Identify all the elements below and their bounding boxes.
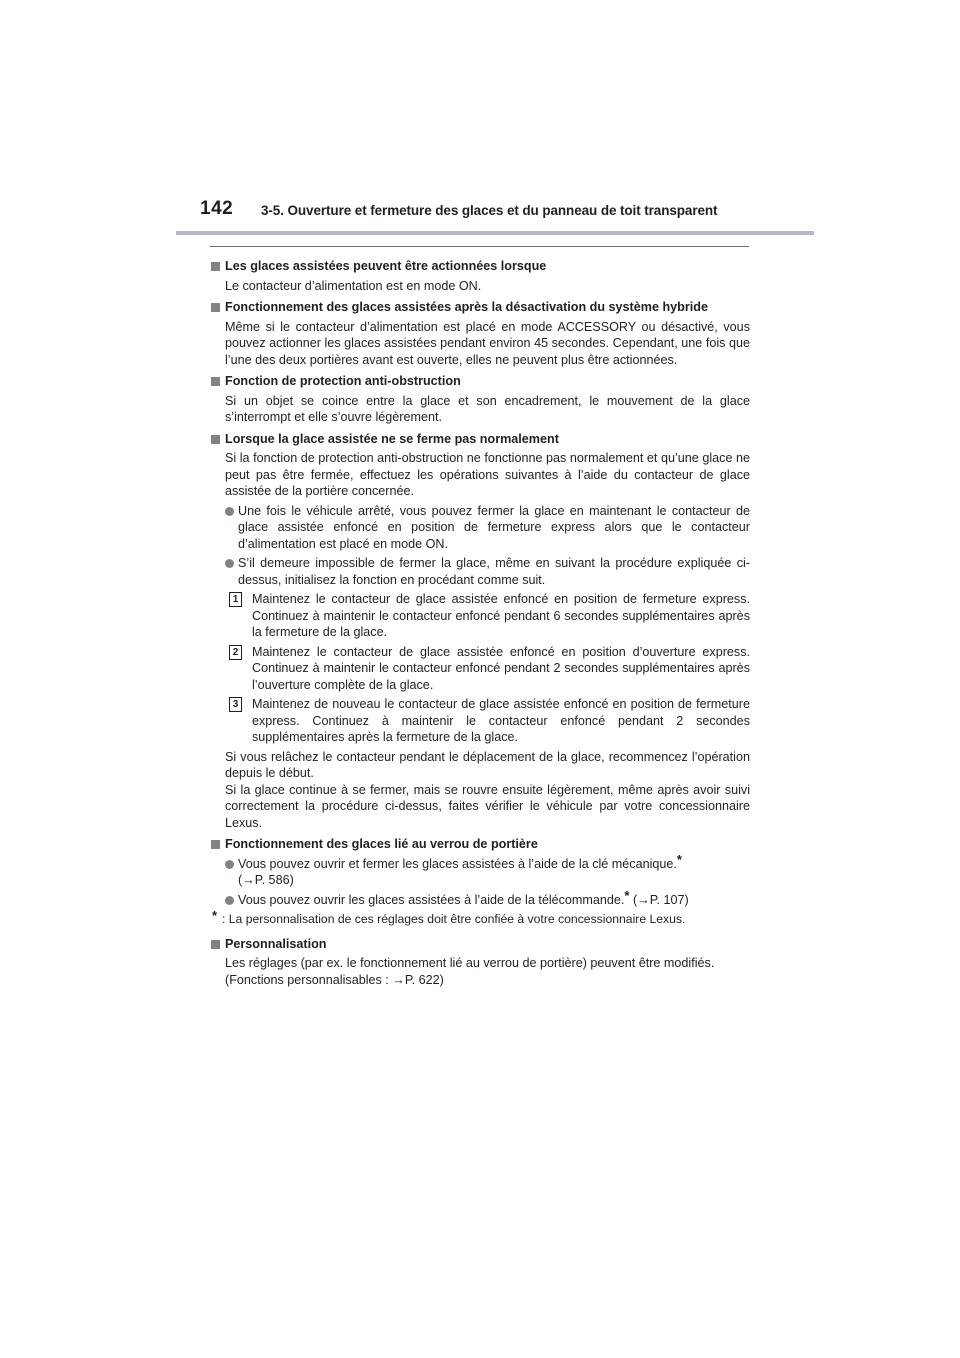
footnote-star: * (676, 851, 682, 867)
section-activation (210, 258, 750, 294)
paragraph: Si un objet se coince entre la glace et son encadrement, le mouvement de la glace s’interrompt et elle s’ouvre légèrement. (225, 393, 750, 424)
section-after-hybrid-off (210, 299, 750, 368)
step-number-badge: 1 (229, 592, 242, 607)
heading-text: Fonction de protection anti-obstruction (225, 374, 461, 388)
list-item (210, 503, 750, 553)
chapter-title: 3-5. Ouverture et fermeture des glaces et du panneau de toit transparent (261, 203, 718, 218)
list-item (210, 555, 750, 588)
heading-text: Fonctionnement des glaces assistées après la désactivation du système hybride (225, 300, 708, 314)
paragraph: Les réglages (par ex. le fonctionnement lié au verrou de portière) peuvent être modifiés. (225, 956, 715, 970)
square-bullet-icon (211, 262, 220, 271)
round-bullet-icon (225, 507, 234, 516)
step-item (210, 696, 750, 746)
square-bullet-icon (211, 940, 220, 949)
step-item (210, 591, 750, 641)
heading-text: Lorsque la glace assistée ne se ferme pas normalement (225, 431, 559, 446)
step-text: Maintenez le contacteur de glace assistée enfoncé en position de fermeture express. Continuez à maintenir le contacteur enfoncé pendant 6 secondes supplémentaires après la fermeture de la glace. (252, 592, 750, 639)
footnote (210, 908, 750, 928)
list-item (210, 887, 750, 909)
section-customization (210, 936, 750, 989)
page-number: 142 (200, 198, 234, 219)
list-item-text: Vous pouvez ouvrir et fermer les glaces assistées à l’aide de la clé mécanique. (238, 856, 677, 871)
paragraph: Même si le contacteur d’alimentation est placé en mode ACCESSORY ou désactivé, vous pouvez actionner les glaces assistées pendant environ 45 secondes. Cependant, une fois que l’une des deux portières avant est ouverte, elles ne peuvent plus être actionnées. (225, 319, 750, 367)
square-bullet-icon (211, 303, 220, 312)
section-divider (210, 246, 749, 247)
round-bullet-icon (225, 860, 234, 869)
section-heading (210, 373, 750, 390)
paragraph: Si vous relâchez le contacteur pendant le déplacement de la glace, recommencez l’opération depuis le début. (225, 749, 750, 780)
page-reference-link[interactable]: (→P. 586) (238, 873, 294, 887)
section-heading (210, 936, 750, 953)
section-heading (210, 258, 750, 275)
step-text: Maintenez de nouveau le contacteur de glace assistée enfoncé en position de fermeture express. Continuez à maintenir le contacteur enfoncé pendant 2 secondes supplémentaires après la fermeture de la glace. (252, 697, 750, 744)
step-item (210, 644, 750, 694)
list-item (210, 851, 750, 889)
footnote-star: * (624, 887, 630, 903)
round-bullet-icon (225, 559, 234, 568)
section-heading (210, 431, 750, 448)
paragraph: Si la fonction de protection anti-obstruction ne fonctionne pas normalement et qu’une glace ne peut pas être fermée, effectuez les opérations suivantes à l’aide du contacteur de glace assistée de la portière concernée. (225, 451, 750, 498)
square-bullet-icon (211, 435, 220, 444)
heading-text: Les glaces assistées peuvent être actionnées lorsque (225, 259, 547, 273)
paragraph: Le contacteur d’alimentation est en mode ON. (225, 278, 482, 293)
step-text: Maintenez le contacteur de glace assistée enfoncé en position d’ouverture express. Continuez à maintenir le contacteur enfoncé pendant 2 secondes supplémentaires après l’ouverture complète de la glace. (252, 644, 750, 692)
list-item-text: S’il demeure impossible de fermer la glace, même en suivant la procédure expliquée ci-dessus, initialisez la fonction en procédant comme suit. (238, 556, 750, 587)
list-item-text: Une fois le véhicule arrêté, vous pouvez fermer la glace en maintenant le contacteur de glace assistée enfoncé en position de fermeture express alors que le contacteur d’alimentation est placé en mode ON. (238, 503, 750, 551)
square-bullet-icon (211, 377, 220, 386)
paragraph: Si la glace continue à se fermer, mais se rouvre ensuite légèrement, même après avoir suivi correctement la procédure ci-dessus, faites vérifier le véhicule par votre concessionnaire Lexus. (225, 782, 750, 830)
list-item-text: Vous pouvez ouvrir les glaces assistées à l’aide de la télécommande. (238, 892, 625, 907)
heading-text: Personnalisation (225, 936, 327, 951)
page-content (210, 258, 750, 993)
footnote-star: * (212, 908, 218, 923)
heading-text: Fonctionnement des glaces lié au verrou de portière (225, 837, 538, 851)
section-heading (210, 836, 750, 853)
section-door-lock (210, 836, 750, 928)
page-reference-link[interactable]: (→P. 107) (629, 892, 689, 907)
section-heading (210, 299, 750, 316)
step-number-badge: 3 (229, 697, 242, 712)
header-rule (176, 231, 814, 235)
footnote-text: : La personnalisation de ces réglages doit être confiée à votre concessionnaire Lexus. (222, 912, 686, 926)
round-bullet-icon (225, 896, 234, 905)
section-anti-obstruction (210, 373, 750, 426)
page-reference-link[interactable]: (Fonctions personnalisables : →P. 622) (225, 972, 444, 987)
step-number-badge: 2 (229, 645, 242, 660)
square-bullet-icon (211, 840, 220, 849)
section-not-closing (210, 431, 750, 832)
